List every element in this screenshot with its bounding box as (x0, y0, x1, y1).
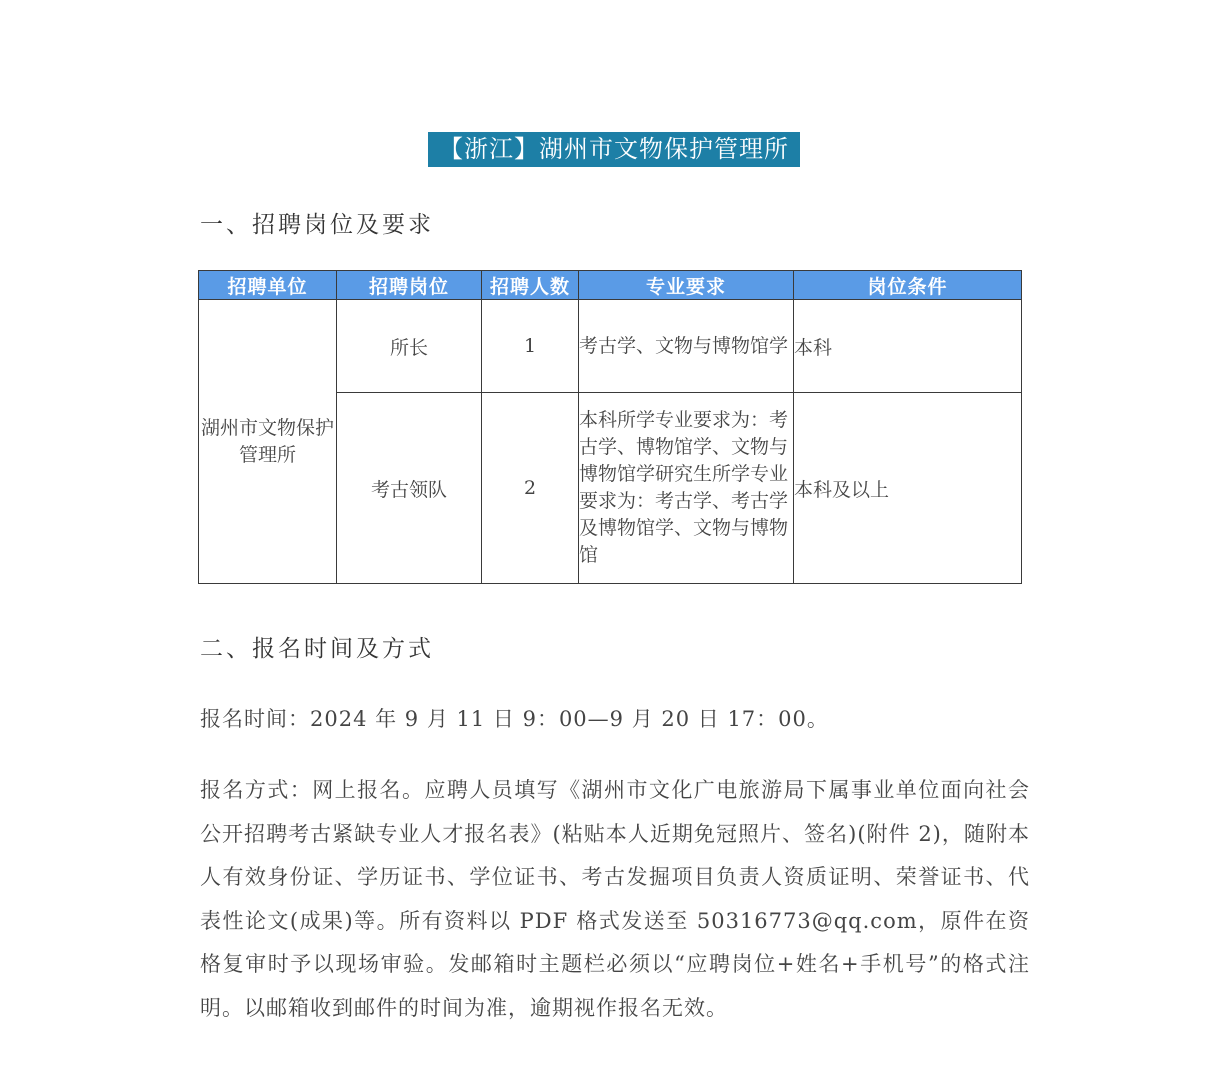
cell-position: 考古领队 (337, 393, 482, 584)
table-header-row (199, 271, 1022, 300)
header-major: 专业要求 (579, 271, 794, 300)
registration-method: 报名方式：网上报名。应聘人员填写《湖州市文化广电旅游局下属事业单位面向社会公开招聘考古紧缺专业人才报名表》(粘贴本人近期免冠照片、签名)(附件 2)，随附本人有效身份证、学历证书、学位证书、考古发掘项目负责人资质证明、荣誉证书、代表性论文(成果)等。所有资料以 PDF 格式发送至 50316773@qq.com，原件在资格复审时予以现场审验。发邮箱时主题栏必须以“应聘岗位+姓名+手机号”的格式注明。以邮箱收到邮件的时间为准，逾期视作报名无效。 (200, 778, 1030, 1020)
header-unit: 招聘单位 (199, 271, 337, 300)
registration-time: 报名时间：2024 年 9 月 11 日 9：00—9 月 20 日 17：00。 (200, 707, 829, 731)
cell-major: 本科所学专业要求为：考古学、博物馆学、文物与博物馆学研究生所学专业要求为：考古学、考古学及博物馆学、文物与博物馆 (579, 393, 794, 584)
cell-count: 2 (482, 393, 579, 584)
cell-count: 1 (482, 300, 579, 393)
section-heading-registration: 二、报名时间及方式 (200, 636, 434, 662)
header-condition: 岗位条件 (794, 271, 1022, 300)
cell-unit: 湖州市文物保护管理所 (199, 300, 337, 584)
cell-condition: 本科 (794, 300, 1022, 393)
section-heading-positions: 一、招聘岗位及要求 (200, 212, 434, 238)
header-count: 招聘人数 (482, 271, 579, 300)
cell-condition: 本科及以上 (794, 393, 1022, 584)
jobs-table (198, 270, 1022, 584)
cell-major: 考古学、文物与博物馆学 (579, 300, 794, 393)
table-row (199, 300, 1022, 393)
header-position: 招聘岗位 (337, 271, 482, 300)
document-title: 【浙江】湖州市文物保护管理所 (428, 132, 800, 167)
cell-position: 所长 (337, 300, 482, 393)
